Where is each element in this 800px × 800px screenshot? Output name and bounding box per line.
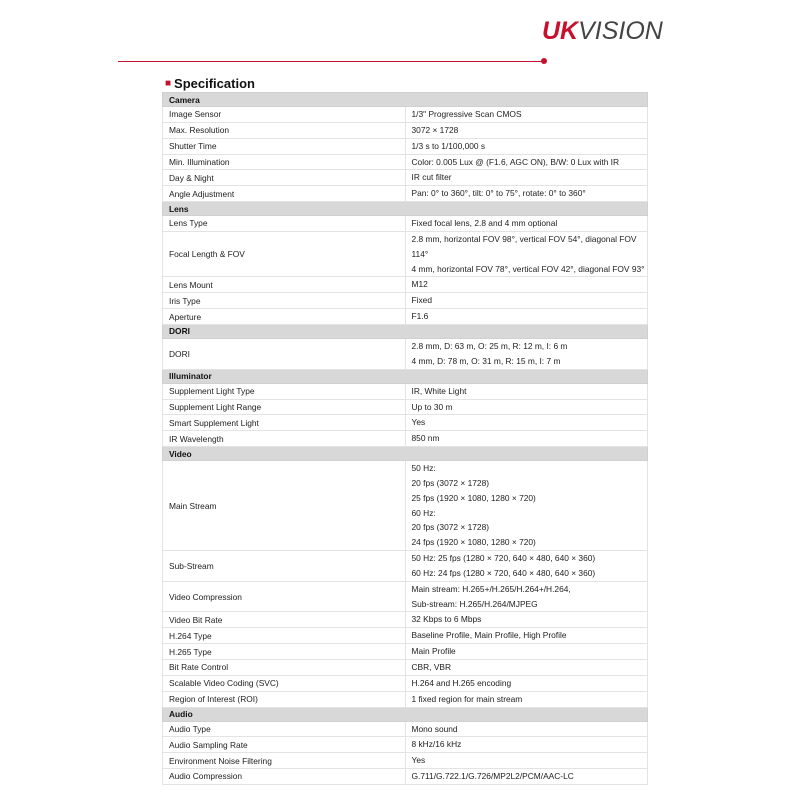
spec-row xyxy=(163,431,648,447)
logo-gray-part: VISION xyxy=(578,17,663,45)
logo-red-part: UK xyxy=(542,17,579,45)
spec-value-line: M12 xyxy=(411,279,428,290)
spec-value xyxy=(405,691,648,707)
spec-label: Video Bit Rate xyxy=(163,612,406,628)
spec-label: H.265 Type xyxy=(163,644,406,660)
spec-value-line: Pan: 0° to 360°, tilt: 0° to 75°, rotate: 0° to 360° xyxy=(411,188,586,199)
spec-value xyxy=(405,431,648,447)
spec-label: Bit Rate Control xyxy=(163,660,406,676)
spec-label: Iris Type xyxy=(163,293,406,309)
section-header: Illuminator xyxy=(163,369,648,383)
spec-label: Main Stream xyxy=(163,461,406,551)
spec-row xyxy=(163,415,648,431)
spec-row xyxy=(163,277,648,293)
spec-row xyxy=(163,628,648,644)
spec-value-line: F1.6 xyxy=(411,311,429,322)
spec-value-line: 2.8 mm, horizontal FOV 98°, vertical FOV 54°, diagonal FOV 114° xyxy=(411,233,637,259)
spec-label: DORI xyxy=(163,338,406,369)
spec-row xyxy=(163,399,648,415)
spec-label: Audio Sampling Rate xyxy=(163,737,406,753)
spec-value xyxy=(405,660,648,676)
spec-value-line: IR cut filter xyxy=(411,172,452,183)
spec-value-line: 24 fps (1920 × 1080, 1280 × 720) xyxy=(411,537,536,548)
spec-row xyxy=(163,769,648,785)
spec-row xyxy=(163,293,648,309)
spec-value xyxy=(405,293,648,309)
spec-value-line: Fixed focal lens, 2.8 and 4 mm optional xyxy=(411,218,558,229)
section-header: Video xyxy=(163,447,648,461)
spec-value-line: 60 Hz: xyxy=(411,507,436,518)
spec-value xyxy=(405,628,648,644)
spec-row xyxy=(163,309,648,325)
spec-value-line: CBR, VBR xyxy=(411,662,452,672)
spec-value-line: 20 fps (3072 × 1728) xyxy=(411,522,490,533)
spec-value-line: 60 Hz: 24 fps (1280 × 720, 640 × 480, 640 × 360) xyxy=(411,567,596,578)
spec-value-line: 850 nm xyxy=(411,433,440,444)
spec-row xyxy=(163,138,648,154)
spec-label: Supplement Light Range xyxy=(163,399,406,415)
spec-value-line: 50 Hz: 25 fps (1280 × 720, 640 × 480, 640 × 360) xyxy=(411,553,596,564)
spec-row xyxy=(163,721,648,737)
section-header-row xyxy=(163,324,648,338)
spec-label: Scalable Video Coding (SVC) xyxy=(163,675,406,691)
spec-row xyxy=(163,753,648,769)
section-header: DORI xyxy=(163,324,648,338)
spec-row xyxy=(163,581,648,612)
spec-value-line: Fixed xyxy=(411,295,432,306)
spec-value xyxy=(405,769,648,785)
spec-value xyxy=(405,581,648,612)
spec-value-line: 4 mm, D: 78 m, O: 31 m, R: 15 m, I: 7 m xyxy=(411,355,561,366)
spec-value-line: 2.8 mm, D: 63 m, O: 25 m, R: 12 m, I: 6 m xyxy=(411,340,568,351)
spec-value-line: Sub-stream: H.265/H.264/MJPEG xyxy=(411,598,538,609)
spec-value xyxy=(405,461,648,551)
spec-label: Shutter Time xyxy=(163,138,406,154)
spec-value-line: 50 Hz: xyxy=(411,463,436,474)
spec-value-line: Main Profile xyxy=(411,646,456,657)
spec-label: Image Sensor xyxy=(163,107,406,123)
header-divider xyxy=(118,61,544,62)
spec-value xyxy=(405,277,648,293)
spec-value xyxy=(405,753,648,769)
spec-label: Video Compression xyxy=(163,581,406,612)
spec-label: Lens Mount xyxy=(163,277,406,293)
spec-label: Day & Night xyxy=(163,170,406,186)
section-heading xyxy=(165,76,255,91)
spec-value-line: Yes xyxy=(411,755,426,766)
spec-value-line: 25 fps (1920 × 1080, 1280 × 720) xyxy=(411,492,536,503)
spec-label: Environment Noise Filtering xyxy=(163,753,406,769)
spec-row xyxy=(163,691,648,707)
section-header-row xyxy=(163,202,648,216)
section-header-row xyxy=(163,369,648,383)
spec-value-line: Mono sound xyxy=(411,723,458,734)
section-header: Audio xyxy=(163,707,648,721)
section-header-row xyxy=(163,93,648,107)
spec-label: IR Wavelength xyxy=(163,431,406,447)
spec-label: Focal Length & FOV xyxy=(163,231,406,277)
spec-row xyxy=(163,107,648,123)
header-divider-dot xyxy=(541,58,547,64)
spec-value-line: H.264 and H.265 encoding xyxy=(411,677,512,688)
spec-value-line: G.711/G.722.1/G.726/MP2L2/PCM/AAC-LC xyxy=(411,771,574,782)
section-header-row xyxy=(163,447,648,461)
spec-label: Min. Illumination xyxy=(163,154,406,170)
spec-value xyxy=(405,721,648,737)
spec-row xyxy=(163,461,648,551)
spec-value xyxy=(405,644,648,660)
spec-value xyxy=(405,383,648,399)
spec-value xyxy=(405,186,648,202)
spec-title-text: Specification xyxy=(174,76,255,91)
spec-label: Angle Adjustment xyxy=(163,186,406,202)
spec-value xyxy=(405,170,648,186)
spec-label: Audio Type xyxy=(163,721,406,737)
spec-value xyxy=(405,338,648,369)
spec-label: Smart Supplement Light xyxy=(163,415,406,431)
spec-value-line: 4 mm, horizontal FOV 78°, vertical FOV 42°, diagonal FOV 93° xyxy=(411,263,645,274)
spec-row xyxy=(163,231,648,277)
spec-value xyxy=(405,309,648,325)
spec-value xyxy=(405,551,648,582)
spec-value xyxy=(405,415,648,431)
spec-row xyxy=(163,644,648,660)
spec-value xyxy=(405,675,648,691)
spec-label: Audio Compression xyxy=(163,769,406,785)
section-header-row xyxy=(163,707,648,721)
spec-value-line: 1/3 s to 1/100,000 s xyxy=(411,140,486,151)
spec-row xyxy=(163,216,648,232)
spec-label: Sub-Stream xyxy=(163,551,406,582)
spec-label: Lens Type xyxy=(163,216,406,232)
spec-label: Aperture xyxy=(163,309,406,325)
spec-row xyxy=(163,660,648,676)
brand-logo xyxy=(542,17,663,46)
spec-value xyxy=(405,216,648,232)
spec-value xyxy=(405,231,648,277)
spec-table xyxy=(162,92,648,785)
spec-value-line: 3072 × 1728 xyxy=(411,124,459,135)
spec-label: H.264 Type xyxy=(163,628,406,644)
spec-row xyxy=(163,383,648,399)
spec-value xyxy=(405,107,648,123)
spec-row xyxy=(163,186,648,202)
spec-label: Region of Interest (ROI) xyxy=(163,691,406,707)
spec-value-line: Yes xyxy=(411,417,426,428)
spec-value xyxy=(405,612,648,628)
spec-value-line: 32 Kbps to 6 Mbps xyxy=(411,614,482,625)
spec-row xyxy=(163,170,648,186)
spec-label: Supplement Light Type xyxy=(163,383,406,399)
spec-value-line: 1 fixed region for main stream xyxy=(411,693,523,704)
spec-row xyxy=(163,675,648,691)
spec-value xyxy=(405,399,648,415)
spec-value-line: 20 fps (3072 × 1728) xyxy=(411,477,490,488)
spec-value-line: IR, White Light xyxy=(411,385,467,396)
section-header: Camera xyxy=(163,93,648,107)
spec-row xyxy=(163,737,648,753)
spec-value-line: Baseline Profile, Main Profile, High Profile xyxy=(411,630,567,641)
spec-value-line: 1/3" Progressive Scan CMOS xyxy=(411,109,522,119)
spec-row xyxy=(163,551,648,582)
spec-value xyxy=(405,138,648,154)
section-header: Lens xyxy=(163,202,648,216)
spec-label: Max. Resolution xyxy=(163,122,406,138)
spec-row xyxy=(163,612,648,628)
spec-value xyxy=(405,154,648,170)
spec-row xyxy=(163,154,648,170)
spec-row xyxy=(163,122,648,138)
spec-value-line: Color: 0.005 Lux @ (F1.6, AGC ON), B/W: 0 Lux with IR xyxy=(411,156,620,167)
spec-value xyxy=(405,737,648,753)
spec-value xyxy=(405,122,648,138)
spec-value-line: Up to 30 m xyxy=(411,401,453,412)
bullet-icon: ■ xyxy=(165,78,172,89)
spec-value-line: 8 kHz/16 kHz xyxy=(411,739,462,750)
spec-row xyxy=(163,338,648,369)
spec-value-line: Main stream: H.265+/H.265/H.264+/H.264, xyxy=(411,583,571,594)
